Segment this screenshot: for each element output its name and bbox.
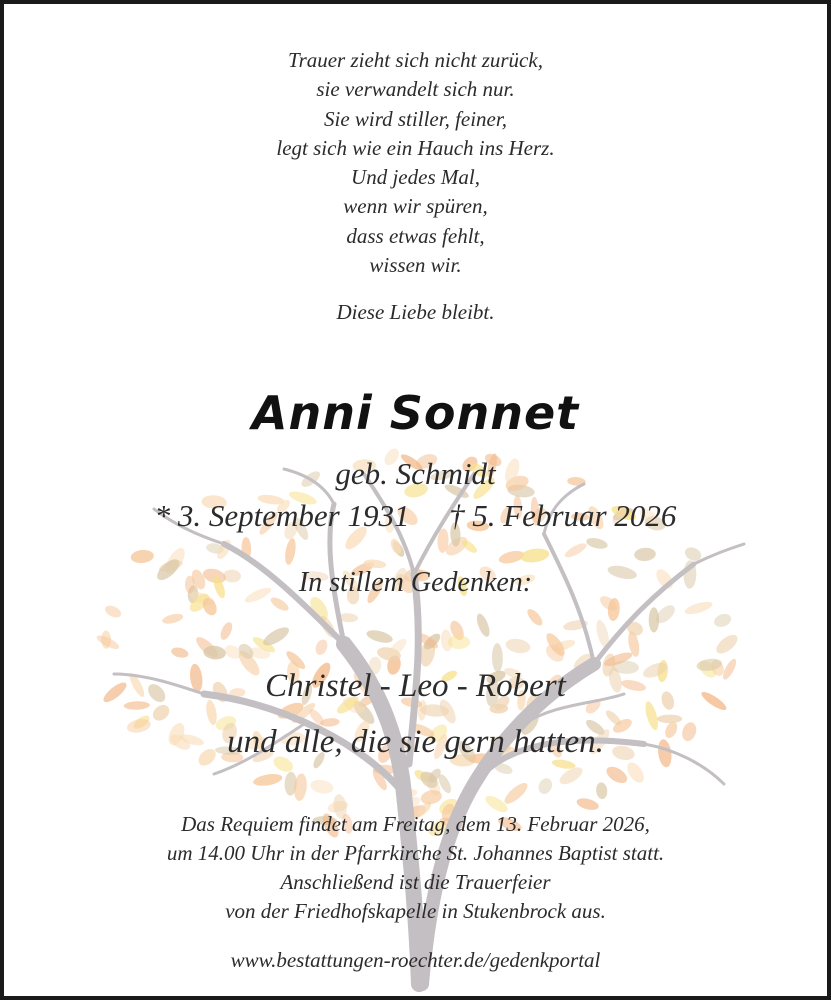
deceased-name: Anni Sonnet [251,386,580,440]
mourner-names: Christel - Leo - Robert [265,668,566,704]
leaf [130,549,154,564]
leaf [504,637,531,655]
service-line: Das Requiem findet am Freitag, dem 13. Februar 2026, [181,812,650,836]
leaf [624,760,647,786]
poem-line: dass etwas fehlt, [346,223,485,248]
remembrance-line: In stillem Gedenken: [298,567,533,598]
service-line: Anschließend ist die Trauerfeier [280,870,551,894]
leaf [604,763,630,786]
poem-line: Trauer zieht sich nicht zurück, [288,48,543,72]
poem-line: Und jedes Mal, [351,165,480,190]
leaf [365,628,394,645]
leaf [309,778,334,795]
mourners-others: und alle, die sie gern hatten. [227,724,604,760]
leaf [313,638,329,657]
birth-name: geb. Schmidt [335,456,496,491]
poem-line: sie verwandelt sich nur. [316,77,515,102]
service-info [4,810,827,926]
leaf [170,646,189,659]
leaf [595,782,608,800]
life-dates [4,496,827,536]
leaf [103,603,123,620]
leaf [283,537,297,565]
birth-date: * 3. September 1931 [154,498,410,533]
leaf [519,547,550,564]
poem-line: wissen wir. [369,253,462,278]
poem-line: legt sich wie ein Hauch ins Herz. [276,135,555,160]
leaf [448,635,470,649]
leaf [713,631,741,657]
poem-closing: Diese Liebe bleibt. [336,300,495,324]
leaf [161,612,184,626]
website-link[interactable]: www.bestattungen-roechter.de/gedenkportal [230,948,601,972]
leaf [252,772,283,788]
leaf [563,541,588,560]
leaf [585,536,608,550]
service-line: um 14.00 Uhr in der Pfarrkirche St. Johannes Baptist statt. [166,841,665,865]
leaf [501,780,530,807]
poem [4,46,827,280]
leaf [218,620,234,641]
leaf [712,612,733,630]
leaf [634,547,656,562]
poem-line: wenn wir spüren, [343,194,488,219]
poem-line: Sie wird stiller, feiner, [324,106,507,131]
service-line: von der Friedhofskapelle in Stukenbrock aus. [225,899,606,923]
leaf [474,612,492,638]
leaf [536,776,554,796]
death-date: † 5. Februar 2026 [449,498,677,533]
leaf [683,599,713,616]
leaf [525,607,545,628]
